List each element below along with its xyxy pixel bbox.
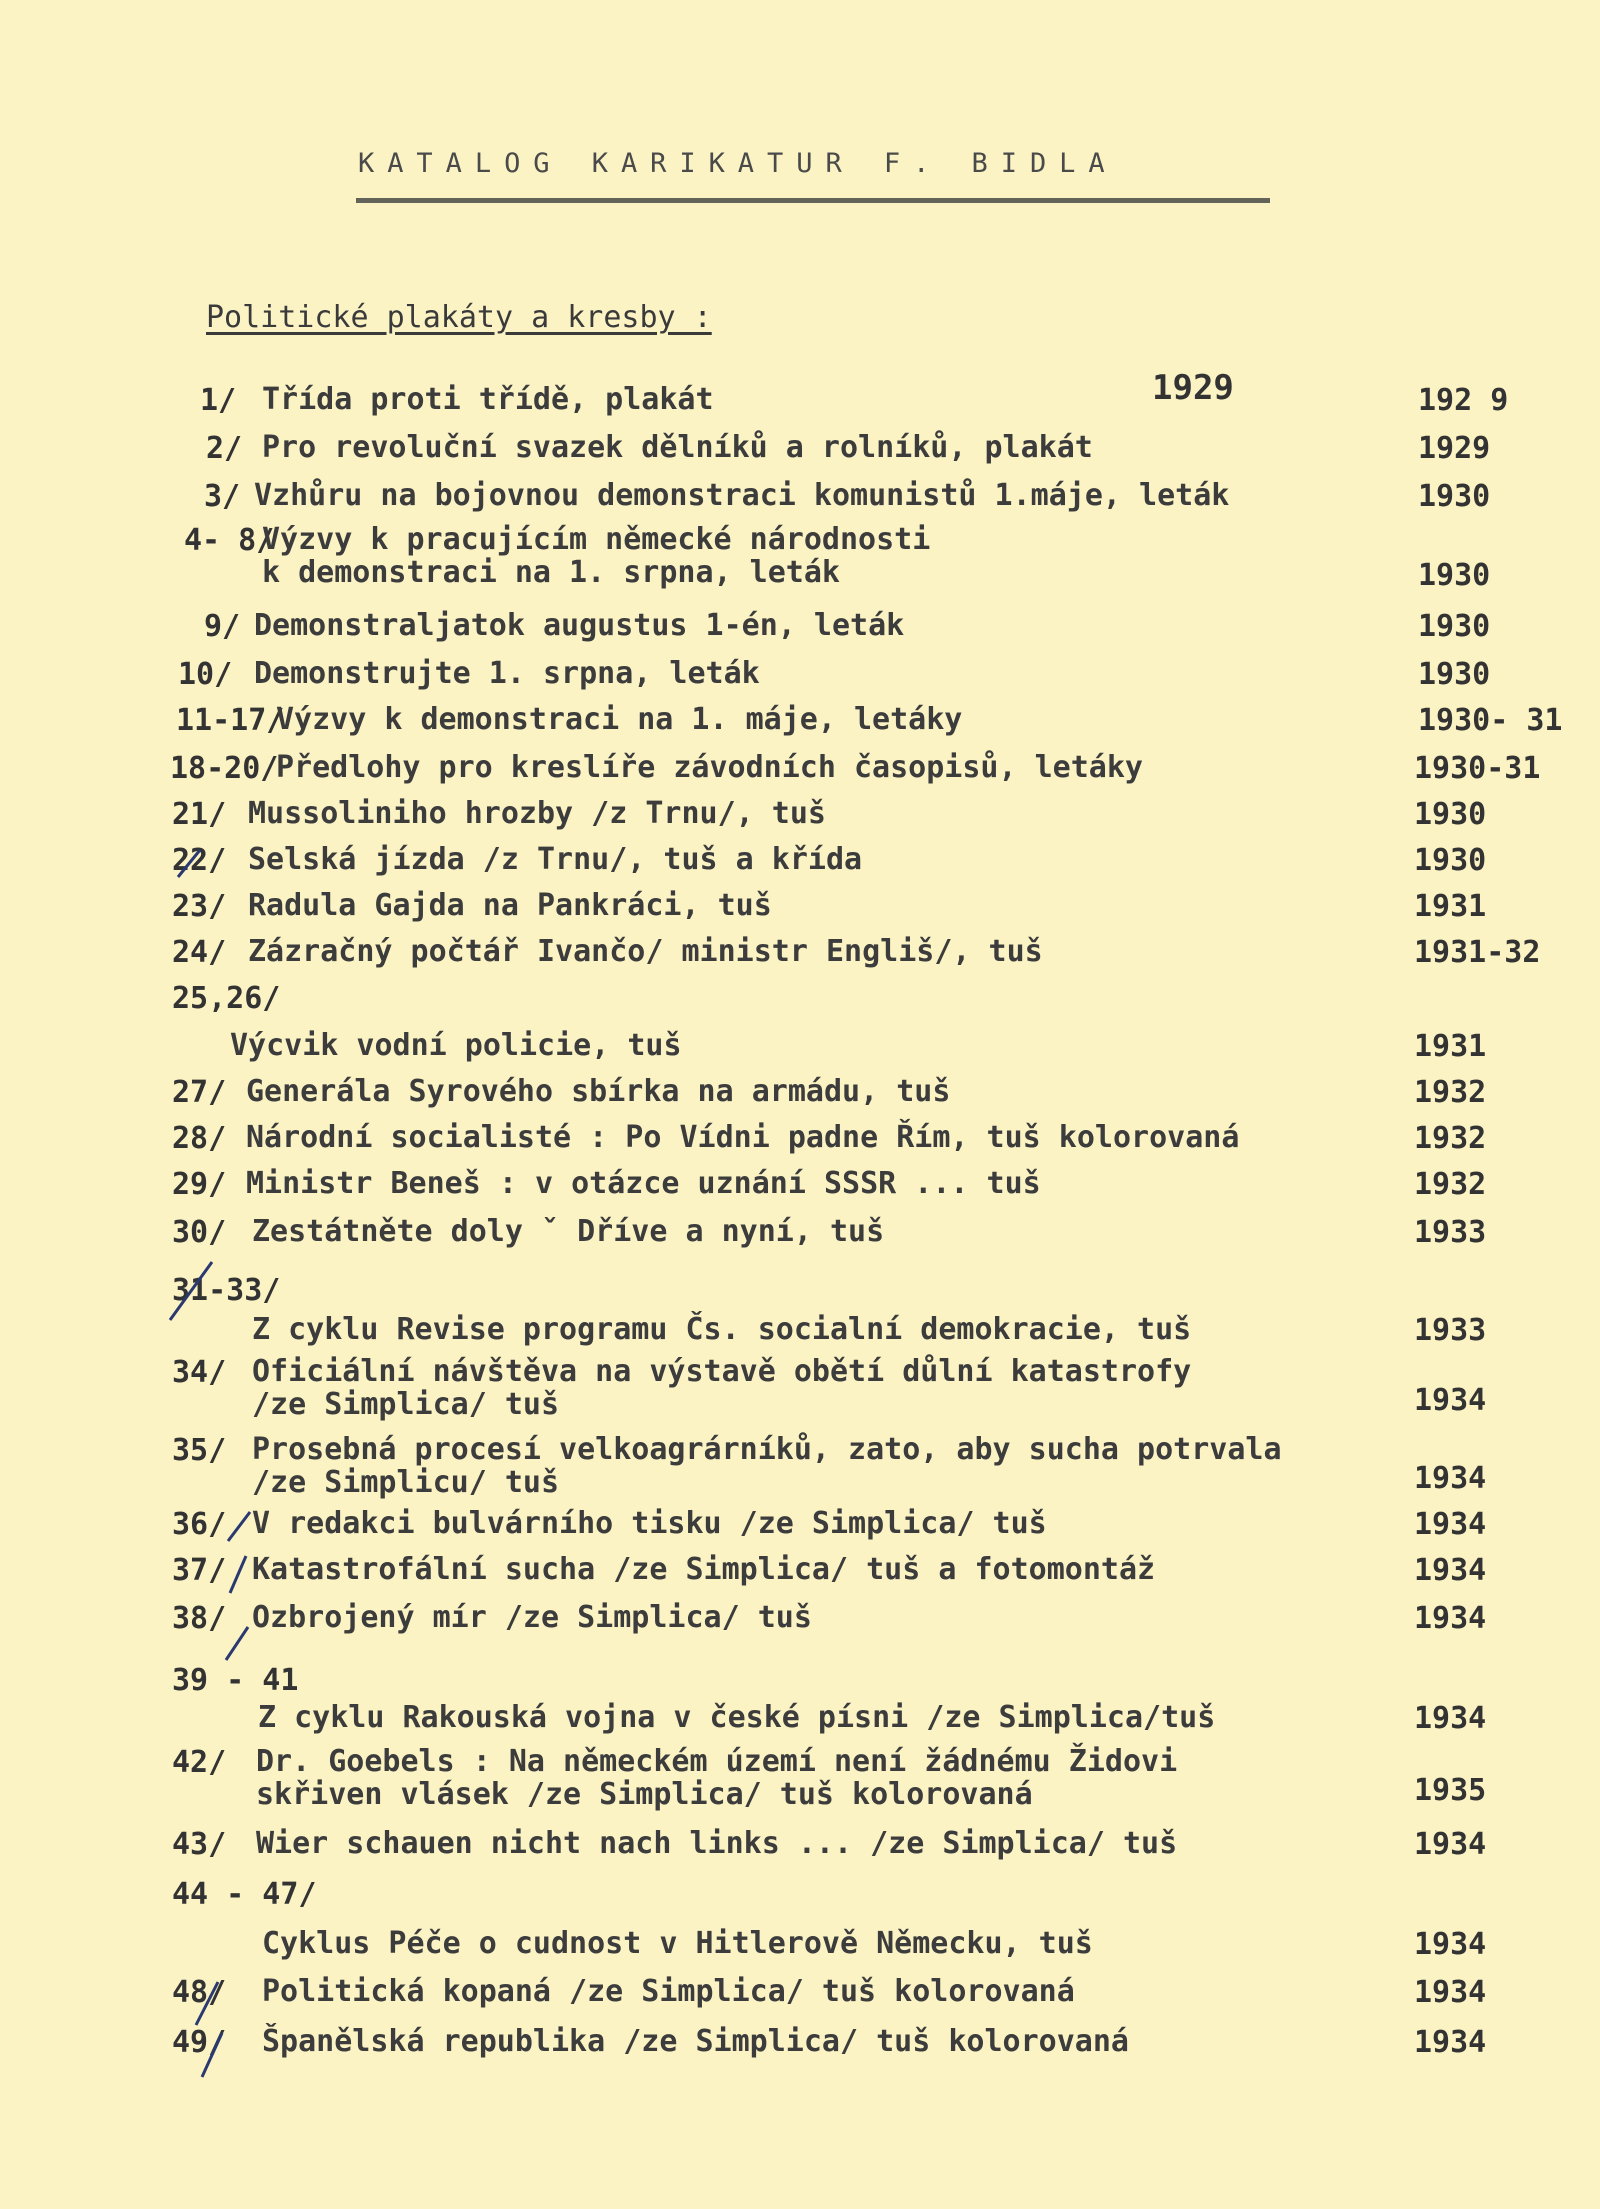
entry-number: 36/ (172, 1507, 227, 1542)
entry-description (246, 1167, 1041, 1200)
entry-description (252, 1601, 812, 1634)
entry-number: 21/ (172, 797, 227, 832)
entry-year: 1934 (1414, 1927, 1487, 1962)
entry-description (276, 703, 962, 736)
entry-number: 18-20/ (170, 751, 279, 786)
entry-description (258, 1701, 1215, 1734)
entry-description-line: Výcvik vodní policie, tuš (230, 1028, 682, 1063)
entry-number: 48/ (172, 1975, 227, 2010)
entry-number: 34/ (172, 1355, 227, 1390)
entry-description (230, 1029, 682, 1062)
entry-description (252, 1553, 1155, 1586)
entry-year: 1929 (1418, 431, 1491, 466)
entry-1-mid-year: 1929 (1152, 368, 1234, 408)
entry-description (252, 1355, 1191, 1421)
entry-description-line: Demonstraljatok augustus 1-én, leták (254, 608, 905, 643)
entry-year: 1930 (1418, 479, 1491, 514)
entry-year: 1931 (1414, 1029, 1487, 1064)
entry-description (262, 2025, 1129, 2058)
entry-number: 30/ (172, 1215, 227, 1250)
entry-description (276, 751, 1143, 784)
entry-number: 2/ (206, 431, 243, 466)
entry-description (246, 1075, 950, 1108)
entry-description (248, 797, 826, 830)
entry-description-line: Ozbrojený mír /ze Simplica/ tuš (252, 1600, 812, 1635)
entry-year: 1934 (1414, 1701, 1487, 1736)
entry-description (262, 1975, 1075, 2008)
entry-year: 1930 (1414, 797, 1487, 832)
entry-number: 9/ (204, 609, 241, 644)
entry-number: 35/ (172, 1433, 227, 1468)
entry-year: 1931 (1414, 889, 1487, 924)
section-heading-text: Politické plakáty a kresby : (206, 300, 712, 335)
entry-number: 1/ (200, 383, 237, 418)
entry-description (248, 889, 772, 922)
entry-number: 29/ (172, 1167, 227, 1202)
entry-description-line: Katastrofální sucha /ze Simplica/ tuš a fotomontáž (252, 1552, 1156, 1587)
entry-description-line: k demonstraci na 1. srpna, leták (262, 555, 840, 590)
entry-description-line: Generála Syrového sbírka na armádu, tuš (246, 1074, 951, 1109)
entry-year: 1930-31 (1414, 751, 1541, 786)
entry-description-line: Mussoliniho hrozby /z Trnu/, tuš (248, 796, 826, 831)
entry-description (248, 935, 1043, 968)
entry-number: 43/ (172, 1827, 227, 1862)
entry-description-line: skřiven vlásek /ze Simplica/ tuš kolorovaná (256, 1777, 1033, 1812)
entry-year: 1934 (1414, 1827, 1487, 1862)
entry-description (254, 479, 1229, 512)
entry-description (252, 1507, 1047, 1540)
entry-number: 39 - 41 (172, 1663, 299, 1698)
entry-description (262, 431, 1093, 464)
entry-description-line: Ministr Beneš : v otázce uznání SSSR ... tuš (246, 1166, 1041, 1201)
entry-year: 1930- 31 (1418, 703, 1563, 738)
entry-description-line: Výzvy k pracujícím německé národnosti (262, 522, 931, 557)
entry-year: 1933 (1414, 1215, 1487, 1250)
entry-description-line: Národní socialisté : Po Vídni padne Řím, tuš kolorovaná (246, 1120, 1240, 1155)
entry-description (252, 1433, 1282, 1499)
entry-description-line: Oficiální návštěva na výstavě obětí důlní katastrofy (252, 1354, 1192, 1389)
entry-description (262, 383, 714, 416)
entry-year: 1934 (1414, 1507, 1487, 1542)
entry-description-line: Prosebná procesí velkoagrárníků, zato, aby sucha potrvala (252, 1432, 1282, 1467)
entry-year: 1932 (1414, 1075, 1487, 1110)
entry-year: 1934 (1414, 1601, 1487, 1636)
entry-number: 24/ (172, 935, 227, 970)
entry-description-line: Z cyklu Rakouská vojna v české písni /ze Simplica/tuš (258, 1700, 1216, 1735)
entry-description (246, 1121, 1239, 1154)
entry-year: 1934 (1414, 2025, 1487, 2060)
entry-description-line: Vzhůru na bojovnou demonstraci komunistů 1.máje, leták (254, 478, 1230, 513)
entry-number: 27/ (172, 1075, 227, 1110)
entry-description (254, 657, 760, 690)
entry-number: 37/ (172, 1553, 227, 1588)
entry-description-line: Pro revoluční svazek dělníků a rolníků, plakát (262, 430, 1093, 465)
entry-year: 1934 (1414, 1553, 1487, 1588)
entry-description-line: /ze Simplica/ tuš (252, 1387, 560, 1422)
entry-number: 31-33/ (172, 1273, 281, 1308)
entry-number: 44 - 47/ (172, 1877, 317, 1912)
entry-description-line: Dr. Goebels : Na německém území není žádnému Židovi (256, 1744, 1178, 1779)
entry-year: 1934 (1414, 1383, 1487, 1418)
entry-year: 1930 (1418, 558, 1491, 593)
document-title: KATALOG KARIKATUR F. BIDLA (358, 148, 1118, 179)
entry-year: 1935 (1414, 1773, 1487, 1808)
entry-number: 25,26/ (172, 981, 281, 1016)
entry-description-line: Třída proti třídě, plakát (262, 382, 714, 417)
entry-number: 22/ (172, 843, 227, 878)
entry-year: 1932 (1414, 1121, 1487, 1156)
entry-description (262, 523, 930, 589)
entry-description (254, 609, 904, 642)
entry-description-line: Cyklus Péče o cudnost v Hitlerově Německu, tuš (262, 1926, 1093, 1961)
entry-year: 192 9 (1418, 383, 1509, 418)
entry-number: 4- 8/ (184, 523, 275, 558)
entry-description-line: Wier schauen nicht nach links ... /ze Simplica/ tuš (256, 1826, 1178, 1861)
entry-year: 1932 (1414, 1167, 1487, 1202)
entry-year: 1931-32 (1414, 935, 1541, 970)
entry-description (262, 1927, 1093, 1960)
entry-description-line: Zázračný počtář Ivančo/ ministr Engliš/, tuš (248, 934, 1043, 969)
entry-number: 3/ (204, 479, 241, 514)
entry-description-line: Selská jízda /z Trnu/, tuš a křída (248, 842, 863, 877)
entry-description-line: Zestátněte doly ˇ Dříve a nyní, tuš (252, 1214, 885, 1249)
entry-description-line: Předlohy pro kreslíře závodních časopisů, letáky (276, 750, 1143, 785)
entry-number: 28/ (172, 1121, 227, 1156)
entry-description (256, 1745, 1177, 1811)
entry-description-line: Španělská republika /ze Simplica/ tuš kolorovaná (262, 2024, 1129, 2059)
entry-number: 38/ (172, 1601, 227, 1636)
entry-year: 1933 (1414, 1313, 1487, 1348)
entry-year: 1934 (1414, 1975, 1487, 2010)
entry-description-line: Z cyklu Revise programu Čs. socialní demokracie, tuš (252, 1312, 1192, 1347)
entry-description-line: Demonstrujte 1. srpna, leták (254, 656, 760, 691)
entry-number: 23/ (172, 889, 227, 924)
entry-year: 1930 (1418, 657, 1491, 692)
entry-number: 11-17/ (176, 703, 285, 738)
entry-number: 49/ (172, 2025, 227, 2060)
entry-number: 42/ (172, 1745, 227, 1780)
entry-description-line: Výzvy k demonstraci na 1. máje, letáky (276, 702, 963, 737)
entry-description-line: V redakci bulvárního tisku /ze Simplica/ tuš (252, 1506, 1047, 1541)
entry-year: 1930 (1414, 843, 1487, 878)
entry-number: 10/ (178, 657, 233, 692)
entry-description-line: Politická kopaná /ze Simplica/ tuš kolorovaná (262, 1974, 1075, 2009)
entry-description-line: Radula Gajda na Pankráci, tuš (248, 888, 772, 923)
entry-description (256, 1827, 1177, 1860)
entry-description (252, 1215, 884, 1248)
entry-description (252, 1313, 1191, 1346)
entry-description-line: /ze Simplicu/ tuš (252, 1465, 560, 1500)
entry-year: 1930 (1418, 609, 1491, 644)
entry-description (248, 843, 862, 876)
entry-year: 1934 (1414, 1461, 1487, 1496)
